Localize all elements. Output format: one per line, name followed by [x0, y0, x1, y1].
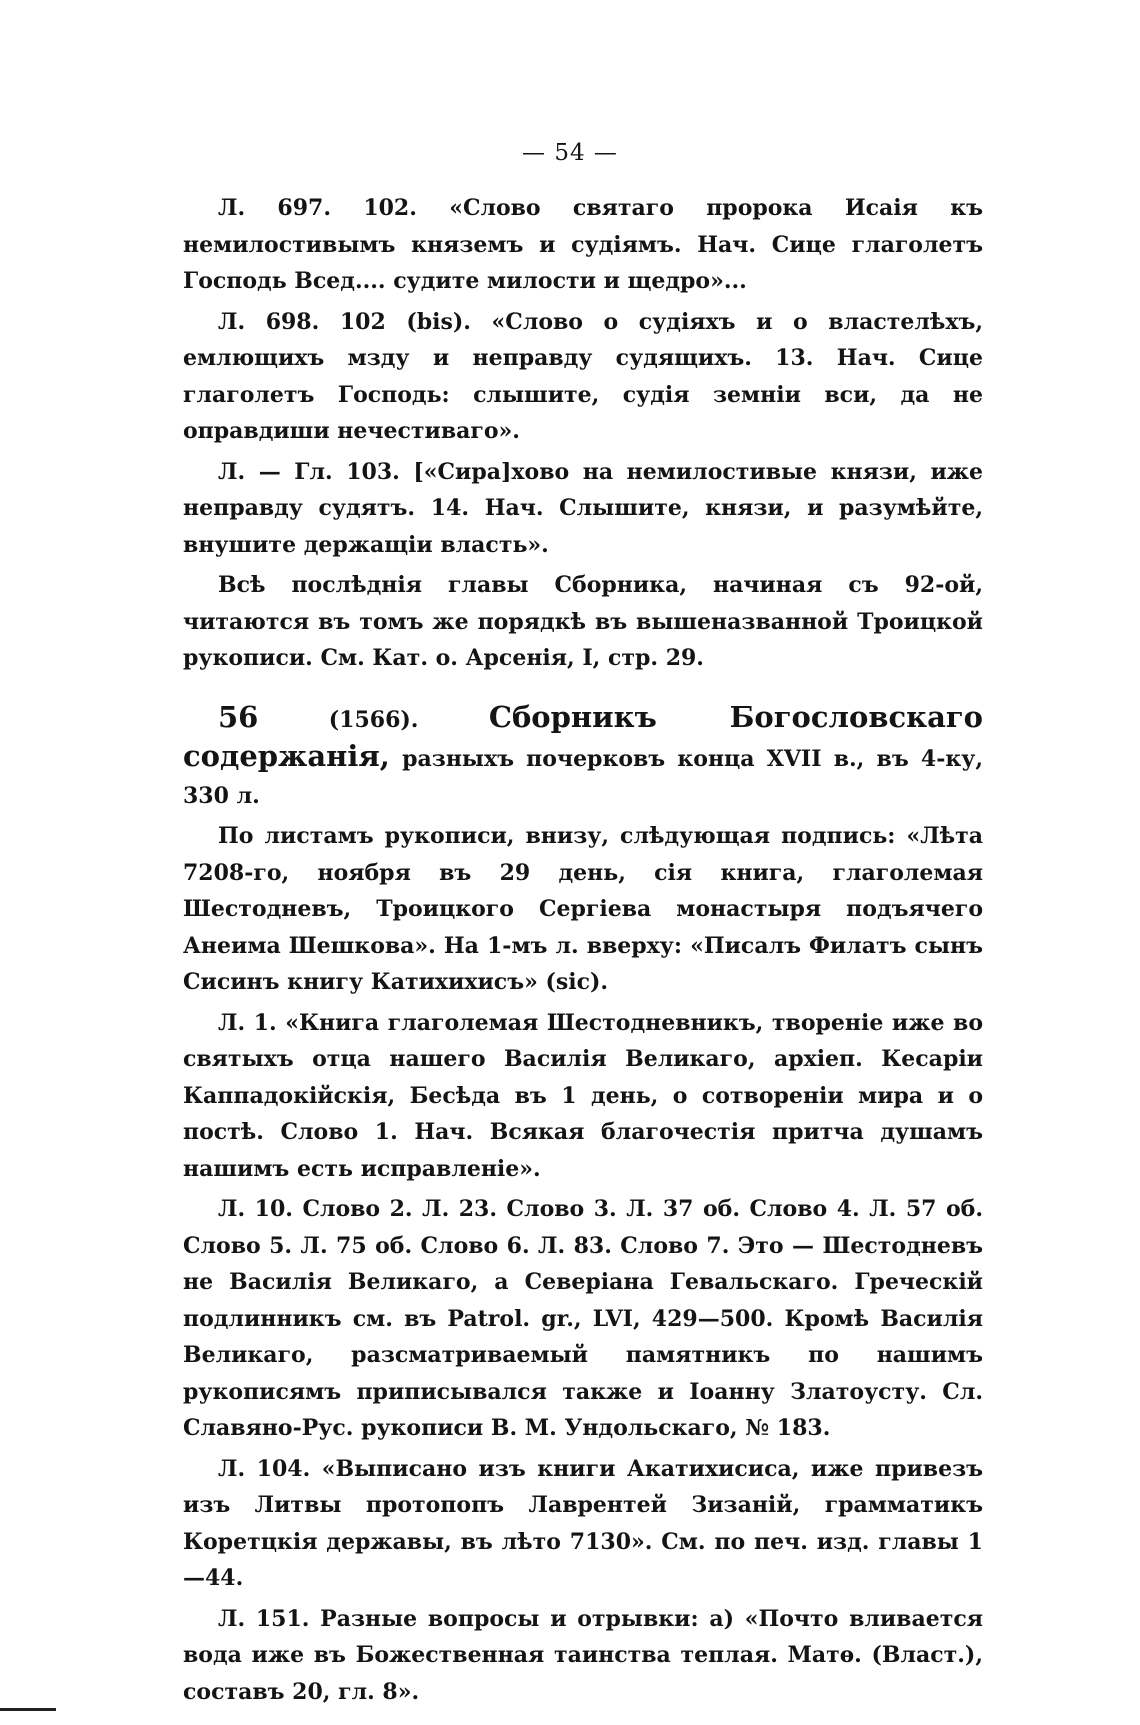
paragraph-signature: По листамъ рукописи, внизу, слѣдующая подпись: «Лѣта 7208-го, ноября въ 29 день, сія книга, глаголемая Шестодневъ, Троицкого Сергіева монастыря подъячего Анеима Шешкова». На 1-мъ л. вверху: «Писалъ Филатъ сынъ Сисинъ книгу Катихихисъ» (sic). [183, 823, 983, 995]
paragraph-l1: Л. 1. «Книга глаголемая Шестодневникъ, твореніе иже во святыхъ отца нашего Василія Великаго, архіеп. Кесаріи Каппадокійскія, Бесѣда въ 1 день, о сотвореніи мира и о постѣ. Слово 1. Нач. Всякая благочестія притча душамъ нашимъ есть исправленіе». [183, 1009, 983, 1182]
page-number: — 54 — [522, 140, 618, 166]
entry-code: (1566). [328, 706, 419, 733]
paragraph-l104: Л. 104. «Выписано изъ книги Акатихисиса, иже привезъ изъ Литвы протопопъ Лаврентей Зизаній, грамматикъ Коретцкія державы, въ лѣто 7130». См. по печ. изд. главы 1—44. [183, 1455, 983, 1591]
paragraph-l151: Л. 151. Разные вопросы и отрывки: а) «Почто вливается вода иже въ Божественная таинства теплая. Матѳ. (Власт.), составъ 20, гл. 8». [183, 1605, 983, 1705]
paragraph-l697: Л. 697. 102. «Слово святаго пророка Исаія къ немилостивымъ княземъ и судіямъ. Нач. Сице глаголетъ Господь Всед.... судите милости и щедро»... [183, 195, 983, 294]
entry-title: Сборникъ Богословскаго содержанія, [183, 699, 983, 773]
paragraph-ch103: Л. — Гл. 103. [«Сира]хово на немилостивые князи, иже неправду судятъ. 14. Нач. Слышите, князи, и разумѣйте, внушите держащіи власть». [183, 458, 983, 558]
entry-description: разныхъ почерковъ конца XVII в., въ 4-ку, 330 л. [183, 746, 983, 809]
paragraph-l698: Л. 698. 102 (bis). «Слово о судіяхъ и о властелѣхъ, емлющихъ мзду и неправду судящихъ. 13. Нач. Сице глаголетъ Господь: слышите, судія земніи вси, да не оправдиши нечестиваго». [183, 308, 983, 444]
scan-edge-rule [0, 1708, 56, 1711]
paragraph-l10: Л. 10. Слово 2. Л. 23. Слово 3. Л. 37 об. Слово 4. Л. 57 об. Слово 5. Л. 75 об. Слово 6. Л. 83. Слово 7. Это — Шестодневъ не Василія Великаго, а Северіана Гевальскаго. Греческій подлинникъ см. въ Patrol. gr., LVI, 429—500. Кромѣ Василія Великаго, разсматриваемый памятникъ по нашимъ рукописямъ приписывался также и Іоанну Златоусту. Сл. Славяно-Рус. рукописи В. М. Ундольскаго, № 183. [183, 1196, 983, 1441]
entry-heading [183, 699, 983, 815]
entry-number: 56 [218, 699, 259, 734]
paragraph-note: Всѣ послѣднія главы Сборника, начиная съ 92-ой, читаются въ томъ же порядкѣ въ вышеназванной Троицкой рукописи. См. Кат. о. Арсенія, I, стр. 29. [183, 572, 983, 671]
page-body [183, 190, 983, 1714]
